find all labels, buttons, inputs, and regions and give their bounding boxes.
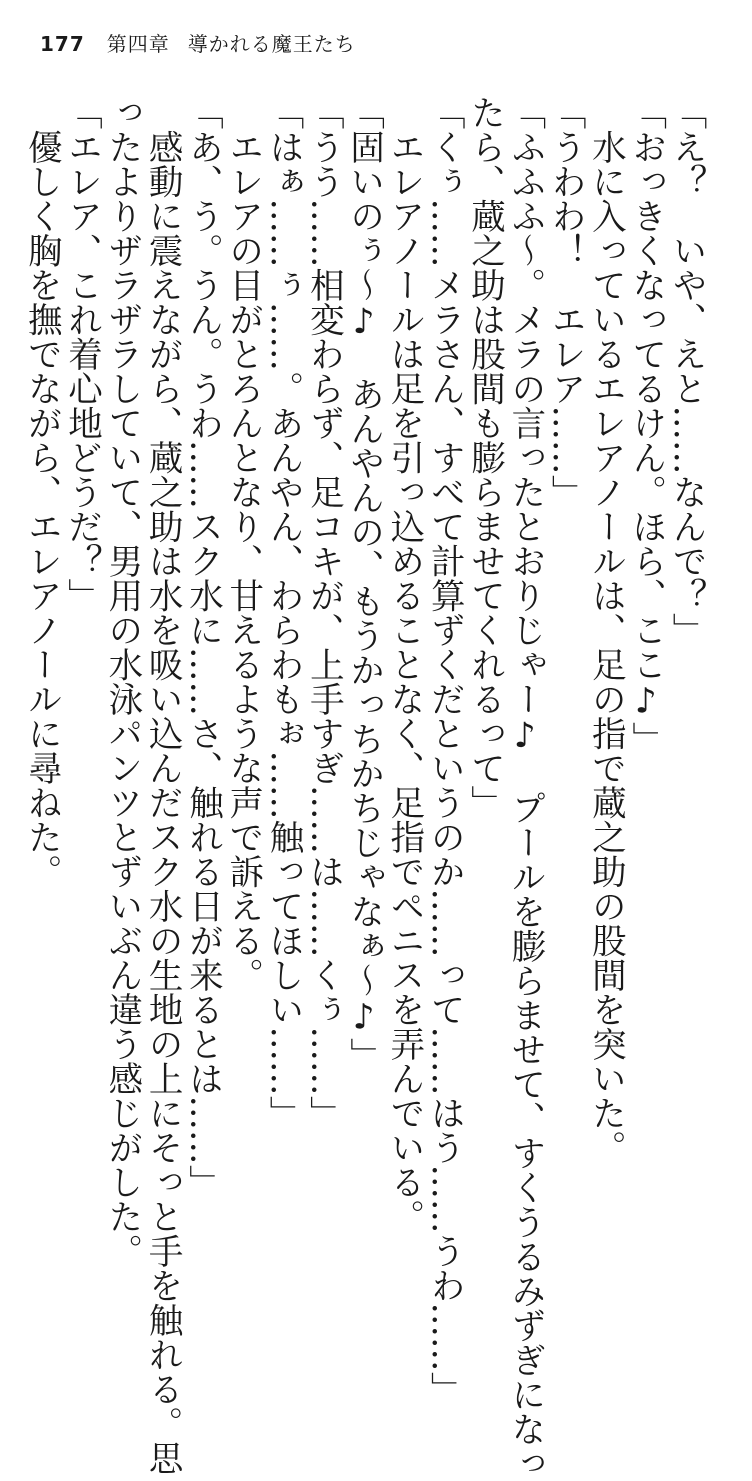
text-line: 「うう……相変わらず、足コキが、上手すぎ……は……くぅ……」	[303, 95, 344, 1130]
vertical-text-body	[21, 95, 706, 1481]
chapter-label: 第四章	[106, 32, 170, 56]
text-line: 「くぅ……メラさん、すべて計算ずくだというのか……って……はう……うわ……」	[424, 95, 465, 1406]
text-line: 水に入っているエレアノールは、足の指で蔵之助の股間を突いた。	[585, 95, 626, 1165]
running-head	[40, 28, 356, 57]
text-line: 「固いのぅ～♪ あんやんの、もうかっちかちじゃなぁ～♪」	[343, 95, 384, 1072]
text-line: 「ふふふ～。メラの言ったとおりじゃー♪ プールを膨らませて、すくうるみずぎになっ	[504, 95, 545, 1481]
text-line: 優しく胸を撫でながら、エレアノールに尋ねた。	[21, 95, 62, 889]
text-line: 「おっきくなってるけん。ほら、ここ♪」	[625, 95, 666, 756]
chapter-title: 導かれる魔王たち	[187, 32, 356, 56]
text-line: エレアの目がとろんとなり、甘えるような声で訴える。	[222, 95, 263, 992]
text-line: 「エレア、これ着心地どうだ？」	[61, 95, 102, 613]
text-line: 「うわわ！ エレア……」	[545, 95, 586, 509]
page-number: 177	[40, 32, 85, 56]
text-line: たら、蔵之助は股間も膨らませてくれるって」	[464, 95, 505, 820]
text-line: 「え？ いや、えと……なんで？」	[666, 95, 706, 647]
text-line: エレアノールは足を引っ込めることなく、足指でペニスを弄んでいる。	[383, 95, 424, 1234]
text-line: 「あ、う。うん。うわ……スク水に……さ、触れる日が来るとは……」	[182, 95, 223, 1199]
text-line: 「はぁ……ぅ……。あんやん、わらわもぉ……触ってほしい……」	[263, 95, 304, 1130]
text-line: ったよりザラザラしていて、男用の水泳パンツとずいぶん違う感じがした。	[101, 95, 142, 1268]
text-line: 感動に震えながら、蔵之助は水を吸い込んだスク水の生地の上にそっと手を触れる。思	[142, 95, 183, 1475]
